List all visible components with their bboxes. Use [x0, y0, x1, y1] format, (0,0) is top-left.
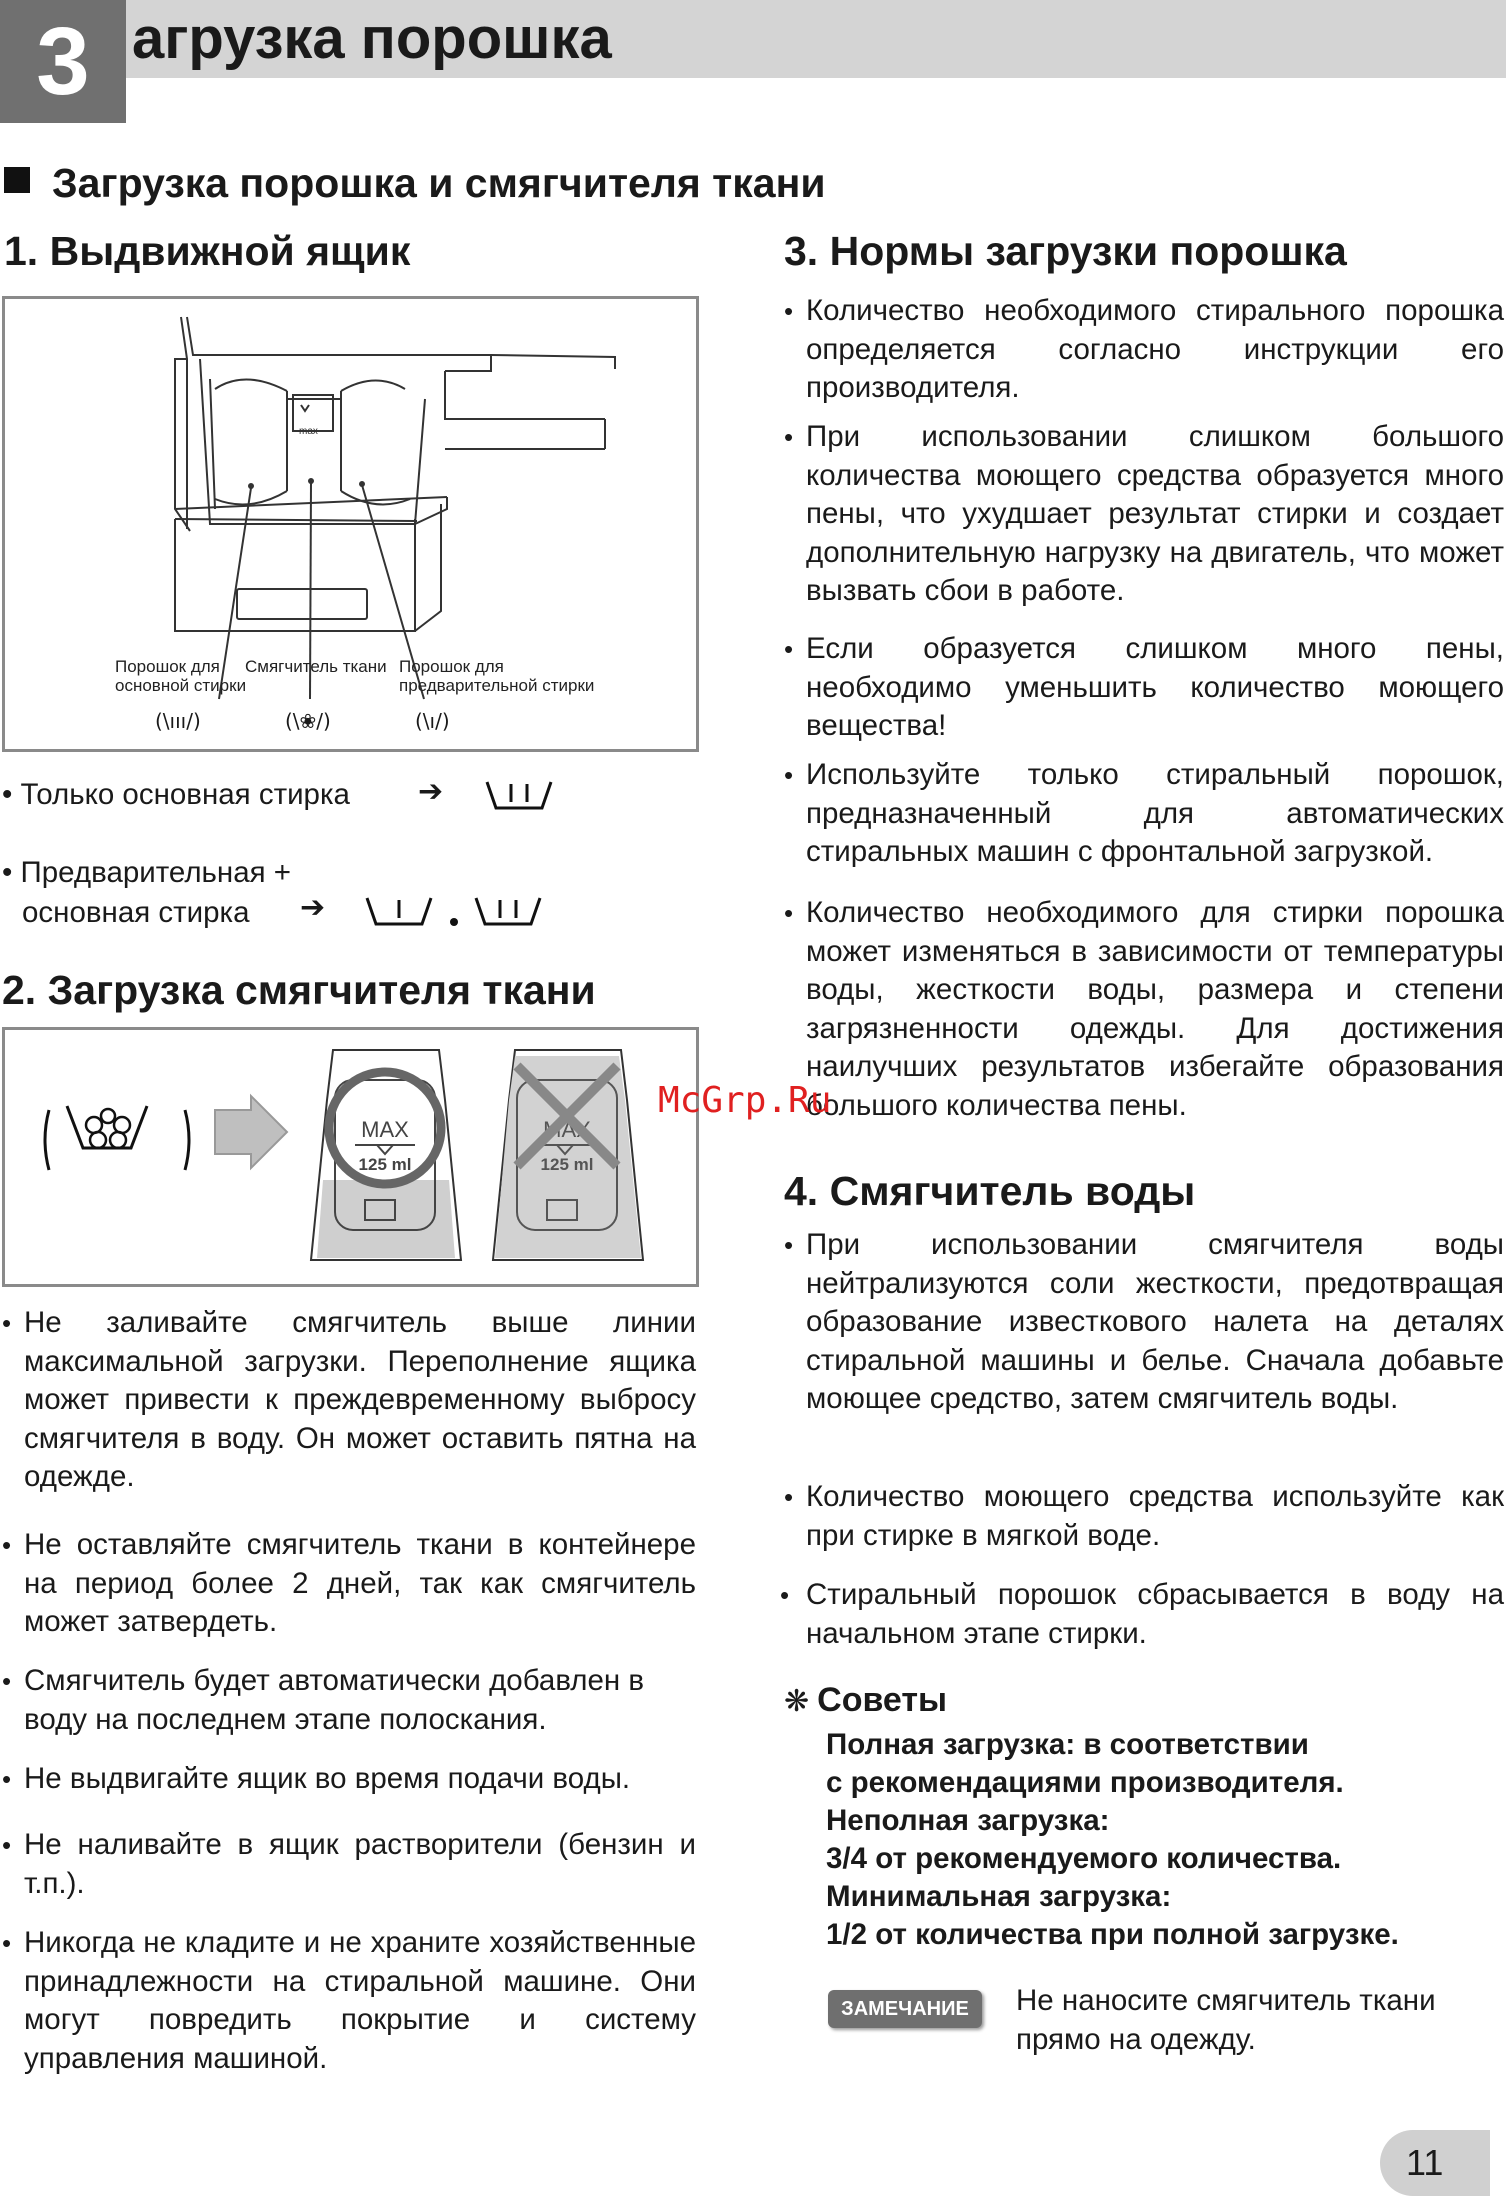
label-softener: Смягчитель ткани: [245, 657, 387, 676]
list-item: • Количество необходимого стирального порошка определяется согласно инструкции его производителя.: [784, 294, 1504, 404]
bullet-dot: •: [784, 296, 794, 326]
page-number: 11: [1380, 2130, 1490, 2196]
tips-title: Советы: [817, 1681, 948, 1719]
tips-line: 1/2 от количества при полной загрузке.: [826, 1918, 1399, 1951]
cup-volume-label: 125 ml: [358, 1155, 412, 1174]
heading-water-softener: 4. Смягчитель воды: [784, 1168, 1196, 1214]
note-text-line: Не наносите смягчитель ткани: [1016, 1984, 1436, 2017]
section-heading: [4, 158, 826, 208]
label-main-wash: Порошок для основной стирки: [115, 657, 247, 695]
cup-max-label: MAX: [361, 1117, 409, 1142]
bullet-dot: •: [2, 1830, 12, 1860]
heading-drawer: 1. Выдвижной ящик: [4, 228, 411, 274]
list-item: • Если образуется слишком много пены, необходимо уменьшить количество моющего вещества!: [784, 632, 1504, 742]
mode-pre-line1: • Предварительная +: [2, 856, 292, 889]
bullet-dot: •: [2, 1764, 12, 1794]
heading-softener: 2. Загрузка смягчителя ткани: [2, 967, 596, 1013]
list-item: • При использовании слишком большого количества моющего средства образуется много пены, что ухудшает результат стирки и создает дополнительную нагрузку на двигатель, что может вызвать сбои в работе.: [784, 420, 1504, 607]
list-item: • Никогда не кладите и не храните хозяйственные принадлежности на стиральной машине. Они могут повредить покрытие и систему управления машиной.: [2, 1926, 696, 2075]
list-item: • Не заливайте смягчитель выше линии максимальной загрузки. Переполнение ящика может привести к преждевременному выбросу смягчителя в воду. Он может оставить пятна на одежде.: [2, 1306, 696, 1493]
mode-main-only: • Только основная стирка: [2, 778, 350, 811]
cup-volume-label: 125 ml: [540, 1155, 594, 1174]
arrow-icon: ➔: [418, 774, 444, 809]
asterisk-icon: ❋: [784, 1684, 810, 1719]
symbol-prewash-icon: (\ı/): [415, 709, 450, 733]
section-heading-text: Загрузка порошка и смягчителя ткани: [52, 160, 826, 206]
list-item: • При использовании смягчителя воды нейтрализуются соли жесткости, предотвращая образование известкового налета на деталях стиральной машины и белье. Сначала добавьте моющее средство, затем смягчитель воды.: [784, 1228, 1504, 1415]
softener-figure: [2, 1027, 699, 1287]
tips-heading: [784, 1678, 947, 1724]
tips-line: Полная загрузка: в соответствии: [826, 1728, 1309, 1761]
note-text-line: прямо на одежду.: [1016, 2022, 1256, 2056]
main-wash-symbol-icon: [484, 778, 554, 812]
list-item: • Не наливайте в ящик растворители (бензин и т.п.).: [2, 1828, 696, 1900]
bullet-dot: •: [784, 898, 794, 928]
bullet-dot: •: [2, 1928, 12, 1958]
list-item: • Используйте только стиральный порошок, предназначенный для автоматических стиральных машин с фронтальной загрузкой.: [784, 758, 1504, 868]
list-item: • Количество моющего средства используйте как при стирке в мягкой воде.: [784, 1480, 1504, 1552]
bullet-dot: •: [784, 1482, 794, 1512]
bullet-dot: •: [2, 1666, 12, 1696]
list-item: • Не оставляйте смягчитель ткани в контейнере на период более 2 дней, так как смягчитель может затвердеть.: [2, 1528, 696, 1638]
prewash-plus-main-symbol-icon: [364, 894, 554, 934]
bullet-dot: •: [784, 422, 794, 452]
heading-detergent-norms: 3. Нормы загрузки порошка: [784, 228, 1347, 274]
softener-illustration: [5, 1030, 696, 1284]
page-title: агрузка порошка: [132, 6, 612, 71]
tips-list: [826, 1726, 1399, 1954]
tips-line: 3/4 от рекомендуемого количества.: [826, 1842, 1342, 1875]
tips-line: с рекомендациями производителя.: [826, 1766, 1344, 1799]
cup-max-label: MAX: [543, 1117, 591, 1142]
drawer-max-label: max: [299, 426, 318, 437]
bullet-dot: •: [784, 1230, 794, 1260]
list-item: • Смягчитель будет автоматически добавлен в воду на последнем этапе полоскания.: [2, 1664, 645, 1736]
tips-line: Неполная загрузка:: [826, 1804, 1110, 1837]
symbol-softener-icon: (\❀/): [285, 709, 331, 733]
list-item: • Не выдвигайте ящик во время подачи воды.: [2, 1760, 696, 1800]
bullet-dot: •: [784, 760, 794, 790]
tips-line: Минимальная загрузка:: [826, 1880, 1172, 1913]
note-text: [1016, 1982, 1436, 2059]
list-item: • Стиральный порошок сбрасывается в воду на начальном этапе стирки.: [780, 1578, 1504, 1650]
watermark: McGrp.Ru: [658, 1080, 832, 1121]
mode-pre-line2: основная стирка: [22, 896, 250, 929]
bullet-dot: •: [780, 1580, 790, 1610]
note-badge: ЗАМЕЧАНИЕ: [828, 1990, 982, 2028]
arrow-icon: ➔: [300, 890, 326, 925]
symbol-main-icon: (\ııı/): [155, 709, 201, 733]
bullet-dot: •: [784, 634, 794, 664]
drawer-figure: [2, 296, 699, 752]
bullet-dot: •: [2, 1530, 12, 1560]
label-prewash: Порошок для предварительной стирки: [399, 657, 595, 695]
bullet-dot: •: [2, 1308, 12, 1338]
list-item: • Количество необходимого для стирки порошка может изменяться в зависимости от температуры воды, жесткости воды, размера и степени загрязненности одежды. Для достижения наилучших результатов избегайте образования большого количества пены.: [784, 896, 1504, 1122]
square-bullet-icon: [4, 167, 30, 193]
chapter-number: 3: [0, 0, 126, 123]
